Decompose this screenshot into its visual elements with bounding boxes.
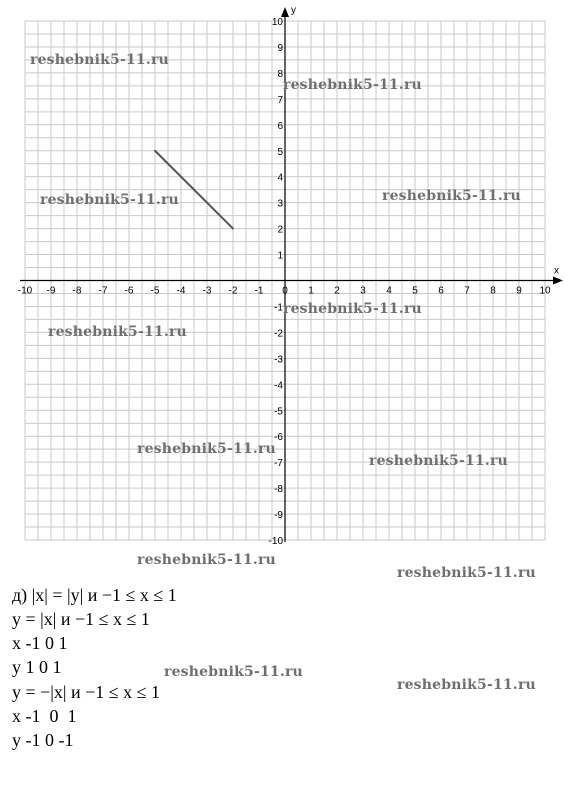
- x-tick-label: -6: [124, 285, 134, 297]
- y-tick-label: -7: [274, 458, 283, 470]
- watermark: reshebnik5-11.ru: [48, 324, 187, 340]
- y-tick-label: 2: [277, 224, 283, 236]
- x-tick-label: -5: [150, 285, 160, 297]
- y-tick-label: -4: [274, 380, 283, 392]
- x-tick-label: 0: [282, 285, 288, 297]
- y-tick-label: -5: [274, 406, 283, 418]
- x-tick-label: 3: [360, 285, 366, 297]
- y-tick-label: 1: [277, 250, 283, 262]
- y-tick-label: 7: [277, 94, 283, 106]
- x-tick-label: -9: [46, 285, 56, 297]
- x-tick-label: 7: [464, 285, 470, 297]
- watermark: reshebnik5-11.ru: [137, 441, 276, 457]
- x-tick-label: 1: [308, 285, 314, 297]
- x-tick-label: 8: [490, 285, 496, 297]
- y-tick-label: 10: [271, 17, 283, 28]
- text-line: y 1 0 1: [12, 657, 62, 677]
- y-axis-label: y: [291, 5, 296, 16]
- watermark: reshebnik5-11.ru: [40, 192, 179, 208]
- y-tick-label: 5: [277, 146, 283, 158]
- x-tick-label: 9: [516, 285, 522, 297]
- x-tick-label: 10: [539, 285, 551, 297]
- x-tick-label: -1: [254, 285, 264, 297]
- x-axis-arrow: [553, 277, 563, 285]
- watermark: reshebnik5-11.ru: [137, 552, 276, 568]
- y-tick-label: 8: [277, 68, 283, 80]
- y-axis-arrow: [281, 7, 289, 17]
- watermark: reshebnik5-11.ru: [283, 301, 422, 317]
- watermark: reshebnik5-11.ru: [164, 664, 303, 680]
- watermark: reshebnik5-11.ru: [382, 188, 521, 204]
- text-line: x -1 0 1: [12, 633, 68, 653]
- x-tick-label: 2: [334, 285, 340, 297]
- x-tick-label: -7: [98, 285, 108, 297]
- x-tick-label: 4: [386, 285, 392, 297]
- watermark: reshebnik5-11.ru: [30, 52, 169, 68]
- x-tick-label: -10: [17, 285, 33, 297]
- y-tick-label: 9: [277, 42, 283, 54]
- y-tick-label: 6: [277, 120, 283, 132]
- y-tick-label: -1: [274, 302, 283, 314]
- x-axis-label: x: [554, 265, 559, 277]
- text-line: y -1 0 -1: [12, 730, 74, 750]
- text-line: y = |x| и −1 ≤ x ≤ 1: [12, 609, 150, 629]
- watermark: reshebnik5-11.ru: [397, 677, 536, 693]
- x-tick-label: -3: [202, 285, 212, 297]
- text-line: д) |x| = |y| и −1 ≤ x ≤ 1: [12, 585, 177, 605]
- x-tick-label: 5: [412, 285, 418, 297]
- x-tick-label: -4: [176, 285, 186, 297]
- y-tick-label: 3: [277, 198, 283, 210]
- y-tick-label: 4: [277, 172, 283, 184]
- text-line: y = −|x| и −1 ≤ x ≤ 1: [12, 682, 161, 702]
- watermark: reshebnik5-11.ru: [369, 453, 508, 469]
- y-tick-label: -8: [274, 484, 283, 496]
- watermark: reshebnik5-11.ru: [397, 565, 536, 581]
- y-tick-label: -6: [274, 432, 283, 444]
- x-tick-label: 6: [438, 285, 444, 297]
- y-tick-label: -9: [274, 510, 283, 522]
- y-tick-label: -10: [268, 536, 283, 547]
- x-tick-label: -2: [228, 285, 238, 297]
- watermark: reshebnik5-11.ru: [283, 77, 422, 93]
- text-line: x -1 0 1: [12, 706, 77, 726]
- y-tick-label: -3: [274, 354, 283, 366]
- x-tick-label: -8: [72, 285, 82, 297]
- y-tick-label: -2: [274, 328, 283, 340]
